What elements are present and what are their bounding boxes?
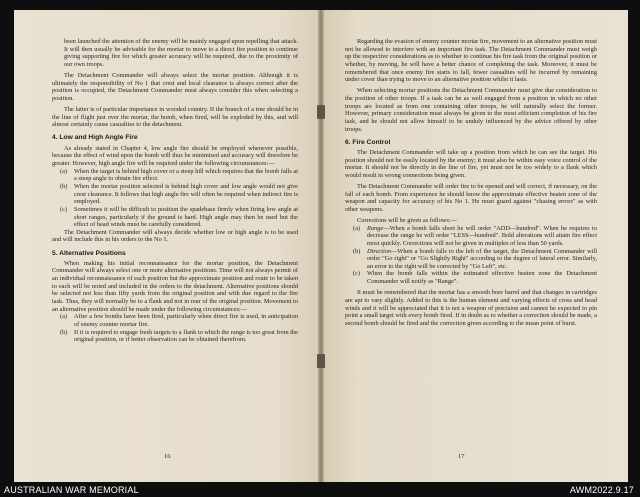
list-item: (c) Sometimes it will be difficult to position the spadebase firmly when firing low angle at short ranges, particularly if the ground is hard. High angle may then be used but the effect of head winds must be carefully considered. <box>60 205 298 229</box>
booklet-spread <box>14 10 628 482</box>
list-item: (b) When the mortar position selected is behind high cover and low angle would not give crest clearance. It follows that high angle fire will often be required when indirect fire is employed. <box>60 182 298 206</box>
list-item: (c) When the bomb falls within the estimated effective beaten zone the Detachment Commander will notify as "Range". <box>353 270 597 286</box>
section-heading: 4. Low and High Angle Fire <box>52 134 138 142</box>
paragraph: The latter is of particular importance in wooded country. If the branch of a tree should be in the line of flight just over the mortar, the bomb, when fired, will be exploded by this, and will almost certainly cause casualties to the detachment. <box>52 106 298 129</box>
right-page-text <box>345 38 597 327</box>
list-item: (b) If it is required to engage fresh targets to a flank to which the range is too great from the original position, or if better observation can be obtained therefrom. <box>60 328 298 344</box>
list-item-text: When the bomb falls within the estimated effective beaten zone the Detachment Commander will notify as "Range". <box>367 270 597 286</box>
left-page-text <box>52 38 298 344</box>
staple <box>317 354 325 368</box>
list-item: (a) After a few bombs have been fired, particularly when direct fire is used, in anticipation of enemy counter mortar fire. <box>60 313 298 328</box>
left-page <box>14 10 321 482</box>
book-gutter <box>318 10 324 482</box>
page-number: 17 <box>458 453 465 460</box>
list-item-text: —When a bomb falls short he will order "ADD—hundred". When he requires to decrease the range he will order "LESS—hundred". Bold alterations will attain fire effect most quickly. Corrections will not be given in multiples of less than 50 yards. <box>367 224 597 247</box>
staple <box>317 105 325 119</box>
list-item: (b) Direction—When a bomb falls to the left of the target, the Detachment Commander will order "Go right" or "Go Slightly Right" according to the degree of lateral error. Similarly, an error to the right will be corrected by "Go Left", etc. <box>353 247 597 270</box>
paragraph: The Detachment Commander will take up a position from which he can see the target. His position should not be easily located by the enemy; it must also be within easy voice control of the mortar. It should not be directly in the line of fire, yet must not be too widely to a flank which would result in wrong connections being given. <box>345 148 597 179</box>
paragraph: It must be remembered that the mortar has a smooth bore barrel and that changes in cartridges are apt to vary slightly. Added to this is the human element and varying effects of cross and head winds and it will be appreciated that it is not a weapon of precision and cannot be expected to pin point a small target with every bomb fired. If in doubt as to whether a correction should be made, a second bomb should be fired and the correction given according to the mean point of burst. <box>345 289 597 327</box>
paragraph: Regarding the evasion of enemy counter mortar fire, movement to an alternative position must not be allowed to interfere with an important fire task. The Detachment Commander must weigh up the respective considerations as to whether to continue his fire task from the original position or whether, by moving, he will have a better chance of completing the task. Moreover, it must be remembered that once enemy fire starts to fall, fewer casualties will be incurred by remaining under cover than trying to move to an alternative position whilst it lasts. <box>345 38 597 84</box>
section-heading: 5. Alternative Positions <box>52 249 126 257</box>
accession-number: AWM2022.9.17 <box>569 485 634 495</box>
paragraph: The Detachment Commander will order fire to be opened and will correct, if necessary, on the fall of each bomb. From experience he should know the approximate effective beaten zone of the weapon and capacity for accuracy of his No 1. He must guard against "chasing errors" as with other weapons. <box>345 182 597 213</box>
page-number: 16 <box>164 453 171 460</box>
paragraph: As already stated in Chapter 4, low angle fire should be employed whenever possible, because the effect of wind upon the bomb will thus be minimised and accuracy will therefore be greater. However, high angle fire will be required under the following circumstances:— <box>52 144 298 167</box>
paragraph: When selecting mortar positions the Detachment Commander must give due consideration to the position of other troops. If a task can be as well engaged from a position in which no other troops are located as from one containing other troops, he will naturally select the former. However, primary consideration must always be given to the most efficient completion of his fire task, and he should not allow himself to be unduly influenced by the advice offered by other troops. <box>345 87 597 133</box>
paragraph: been launched the attention of the enemy will be mainly engaged upon repelling that attack. It will then usually be advisable for the mortar to move to a direct fire position to continue giving supporting fire for which greater accuracy will be required, due to the proximity of our own troops. <box>64 38 298 68</box>
right-page <box>321 10 628 482</box>
collection-credit: AUSTRALIAN WAR MEMORIAL <box>4 485 139 495</box>
paragraph: When making his initial reconnaissance for the mortar position, the Detachment Commander will always select one or more alternative positions. Time will not always permit of an individual reconnaissance of each position but the approximate position and route to be taken to each will be noted and included in the orders to the detachment. Alternative positions should be selected not less than fifty yards from the original position and with due regard to the fire task. Thus, they will normally be to a flank and not in rear of the original position. Movement to an alternative position should be made under the following circumstances:— <box>52 259 298 313</box>
list-item-label: Range <box>367 224 384 232</box>
list-item: (a) Range—When a bomb falls short he will order "ADD—hundred". When he requires to decrease the range he will order "LESS—hundred". Bold alterations will attain fire effect most quickly. Corrections will not be given in multiples of less than 50 yards. <box>353 224 597 247</box>
list-item-text: —When a bomb falls to the left of the target, the Detachment Commander will order "Go right" or "Go Slightly Right" according to the degree of lateral error. Similarly, an error to the right will be corrected by "Go Left", etc. <box>367 247 597 270</box>
paragraph: Corrections will be given as follows:— <box>357 216 457 224</box>
list-item-label: Direction <box>367 247 392 255</box>
section-heading: 6. Fire Control <box>345 138 391 146</box>
list-item: (a) When the target is behind high cover or a steep hill which requires that the bomb falls at a steep angle to obtain fire effect. <box>60 167 298 183</box>
paragraph: The Detachment Commander will always decide whether low or high angle is to be used and will include this in his orders to the No 1. <box>52 228 298 244</box>
paragraph: The Detachment Commander will always select the mortar position. Although it is ultimately the responsibility of No 1 that crest and local clearance is always correct after the position is occupied, the Detachment Commander must always consider this when selecting a position. <box>52 72 298 102</box>
